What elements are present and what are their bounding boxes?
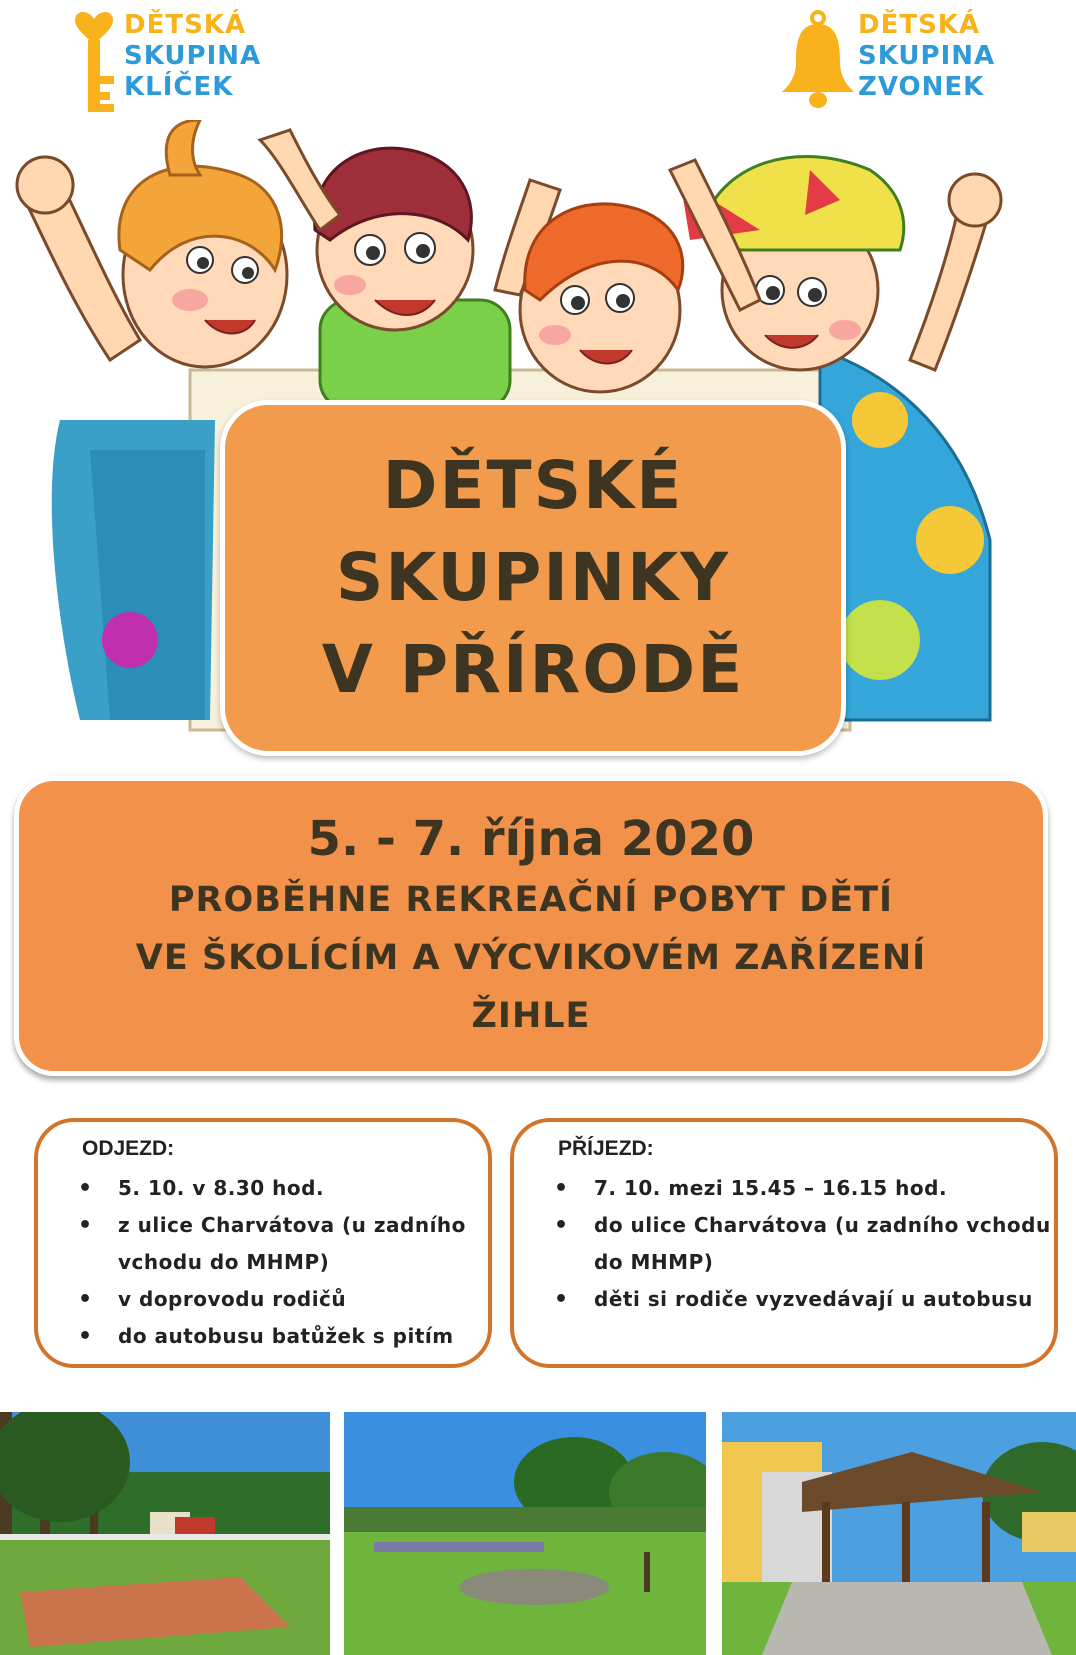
list-item: • v doprovodu rodičů xyxy=(82,1281,488,1318)
list-item: • do ulice Charvátova (u zadního vchodu do MHMP) xyxy=(558,1207,1054,1281)
arrival-box xyxy=(510,1118,1058,1368)
logo-left-line-2: SKUPINA xyxy=(124,41,262,71)
list-item: • 7. 10. mezi 15.45 – 16.15 hod. xyxy=(558,1170,1054,1207)
photo-volleyball-court xyxy=(0,1412,330,1655)
list-item: • z ulice Charvátova (u zadního vchodu do MHMP) xyxy=(82,1207,488,1281)
arrival-list xyxy=(558,1170,1054,1318)
event-line-3: ŽIHLE xyxy=(471,996,591,1036)
arrival-heading: PŘÍJEZD: xyxy=(558,1137,654,1160)
departure-list xyxy=(82,1170,488,1355)
event-date: 5. - 7. října 2020 xyxy=(307,811,755,867)
event-line-2: VE ŠKOLÍCÍM A VÝCVIKOVÉM ZAŘÍZENÍ xyxy=(135,938,927,978)
bell-icon xyxy=(780,10,856,115)
event-box xyxy=(14,776,1048,1076)
event-line-1: PROBĚHNE REKREAČNÍ POBYT DĚTÍ xyxy=(168,880,894,920)
logo-right-line-1: DĚTSKÁ xyxy=(858,10,981,40)
list-item: • děti si rodiče vyzvedávají u autobusu xyxy=(558,1281,1054,1318)
title-line-1: DĚTSKÉ xyxy=(382,447,684,524)
list-item: • do autobusu batůžek s pitím xyxy=(82,1318,488,1355)
photo-pergola xyxy=(722,1412,1076,1655)
title-line-2: SKUPINKY xyxy=(335,539,731,616)
logo-klicek xyxy=(70,10,261,115)
logo-zvonek xyxy=(780,10,995,115)
photo-fire-pit xyxy=(344,1412,706,1655)
title-board xyxy=(220,400,846,756)
logo-right-line-2: SKUPINA xyxy=(858,41,996,71)
title-line-3: V PŘÍRODĚ xyxy=(321,631,745,708)
list-item: • 5. 10. v 8.30 hod. xyxy=(82,1170,488,1207)
key-icon xyxy=(70,10,118,115)
logo-left-line-1: DĚTSKÁ xyxy=(124,10,247,40)
departure-heading: ODJEZD: xyxy=(82,1137,175,1160)
logo-right-line-3: ZVONEK xyxy=(858,72,985,102)
departure-box xyxy=(34,1118,492,1368)
logo-left-line-3: KLÍČEK xyxy=(124,72,234,102)
